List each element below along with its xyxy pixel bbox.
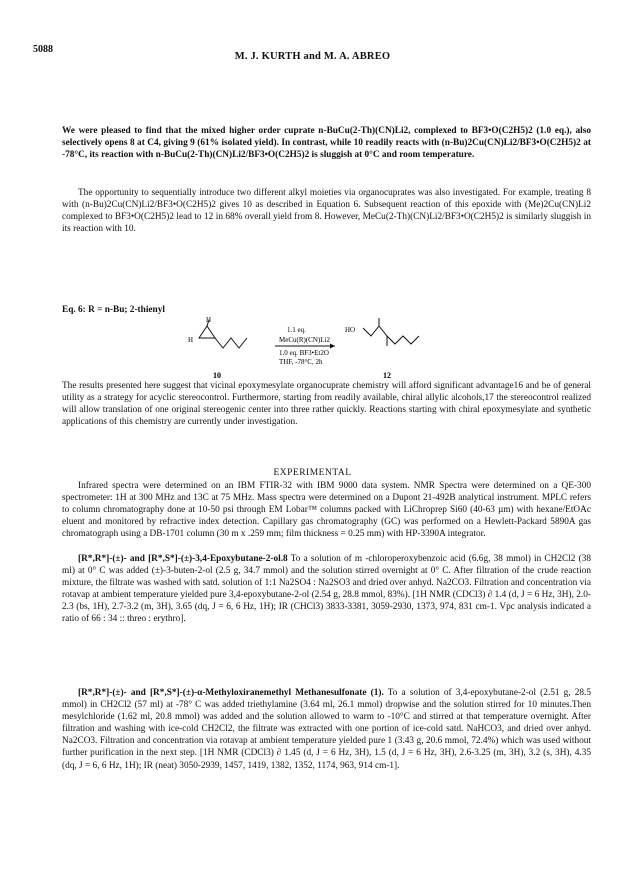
reagent-line-3: 1.0 eq. BF3•Et2O [279,349,329,357]
paragraph-1: We were pleased to find that the mixed higher order cuprate n-BuCu(2-Th)(CN)Li2, complexed to BF3•O(C2H5)2 (1.0 eq.), also selectively opens 8 at C4, giving 9 (61% isolated yield). In contrast, while 10 readily reacts with (n-Bu)2Cu(CN)Li2/BF3•O(C2H5)2 at -78°C, its reaction with n-BuCu(2-Th)(CN)Li2/BF3•O(C2H5)2 is sluggish at 0°C and room temperature. [62,126,591,161]
section-heading: EXPERIMENTAL [273,468,352,478]
paragraph-5 [62,553,591,626]
procedure-1-body: To a solution of m -chloroperoxybenzoic acid (6.6g, 38 mmol) in CH2Cl2 (38 ml) at 0° C was added (±)-3-buten-2-ol (2.5 g, 34.7 mmol) and the solution stirred overnight at 0° C. After filtration of the crude reaction mixture, the filtrate was washed with satd. solution of 1:1 Na2SO4 : Na2SO3 and dried over anhyd. Na2CO3. Filtration and concentration via rotavap at ambient temperature yielded pure 3,4-epoxybutane-2-ol (2.54 g, 28.8 mmol, 83%). [1H NMR (CDCl3) ∂ 1.4 (d, J = 6 Hz, 3H), 2.0-2.3 (bs, 1H), 2.7-3.2 (m, 3H), 3.65 (dq, J = 6, 6 Hz, 1H); IR (CHCl3) 3833-3381, 3059-2930, 1373, 974, 831 cm-1. Vpc analysis indicated a ratio of 66 : 34 :: threo : erythro]. [62,554,591,625]
paragraph-2: The opportunity to sequentially introduce two different alkyl moieties via organocuprates was also investigated. For example, treating 8 with (n-Bu)2Cu(CN)Li2/BF3•O(C2H5)2 gives 10 as described in Equation 6. Subsequent reaction of this epoxide with (Me)2Cu(CN)Li2 complexed to BF3•O(C2H5)2 lead to 12 in 68% overall yield from 8. However, MeCu(2-Th)(CN)Li2/BF3•O(C2H5)2 is similarly sluggish in its reaction with 10. [62,188,591,235]
epoxide-h2-label: H [188,336,194,344]
arrow-head [330,344,335,349]
reagent-line-2: MeCu(R)(CN)Li2 [279,336,330,344]
hydroxyl-label: HO [345,326,356,334]
reactant-structure [199,320,247,348]
compound-12-label: 12 [383,371,391,380]
equation-label: Eq. 6: R = n-Bu; 2-thienyl [62,305,165,315]
product-structure [363,318,419,346]
reagent-line-4: THF, -78°C, 2h [279,358,323,366]
paragraph-4: Infrared spectra were determined on an IBM FTIR-32 with IBM 9000 data system. NMR Spectra were determined on a QE-300 spectrometer: 1H at 300 MHz and 13C at 75 MHz. Mass spectra were determined on a Dupont 21-492B analytical instrument. MPLC refers to column chromatography done at 10-50 psi through EM Lobar™ columns packed with LiChroprep Si60 (40-63 µm) with hexane/EtOAc eluent and monitored by refractive index detection. Capillary gas chromatography (GC) was performed on a Hewlett-Packard 5890A gas chromatograph using a DB-1701 column (30 m x .259 mm; film thickness = 0.25 mm) with HP-3390A integrator. [62,481,591,540]
paragraph-6 [62,687,591,772]
reaction-scheme [185,316,445,380]
procedure-1-title: [R*,R*]-(±)- and [R*,S*]-(±)-3,4-Epoxybutane-2-ol.8 [78,554,288,564]
epoxide-h-label: H [206,316,212,324]
compound-10-label: 10 [213,371,221,380]
procedure-2-body: To a solution of 3,4-epoxybutane-2-ol (2.51 g, 28.5 mmol) in CH2Cl2 (57 ml) at -78° C was added triethylamine (3.64 ml, 26.1 mmol) dropwise and the solution stirred for 10 minutes.Then mesylchloride (1.62 ml, 20.8 mmol) was added and the solution allowed to warm to -10°C and stirred at that temperature overnight. After filtration and washing with ice-cold CH2Cl2, the filtrate was extracted with one portion of ice-cold satd. NaHCO3, and dried over anhyd. Na2CO3. Filtration and concentration via rotavap at ambient temperature yielded pure 1 (3.43 g, 20.6 mmol, 72.4%) which was used without further purification in the next step. [1H NMR (CDCl3) ∂ 1.45 (d, J = 6 Hz, 3H), 1.5 (d, J = 6 Hz, 3H), 2.6-3.25 (m, 3H), 3.2 (s, 3H), 4.35 (dq, J = 6, 6 Hz, 1H); IR (neat) 3050-2939, 1457, 1419, 1382, 1352, 1174, 963, 914 cm-1]. [62,688,591,771]
running-header: M. J. KURTH and M. A. ABREO [234,51,391,62]
paragraph-3: The results presented here suggest that vicinal epoxymesylate organocuprate chemistry will afford significant advantage16 and be of general utility as a strategy for acyclic stereocontrol. Furthermore, starting from readily available, chiral allylic alcohols,17 the stereocontrol realized will allow translation of one original stereogenic center into three rather quickly. Reactions starting with chiral epoxymesylate and synthetic applications of this chemistry are currently under investigation. [62,381,591,428]
procedure-2-title: [R*,R*]-(±)- and [R*,S*]-(±)-α-Methyloxiranemethyl Methanesulfonate (1). [78,688,384,698]
page-number: 5088 [33,44,53,55]
reagent-line-1: 1.1 eq. [287,326,306,334]
